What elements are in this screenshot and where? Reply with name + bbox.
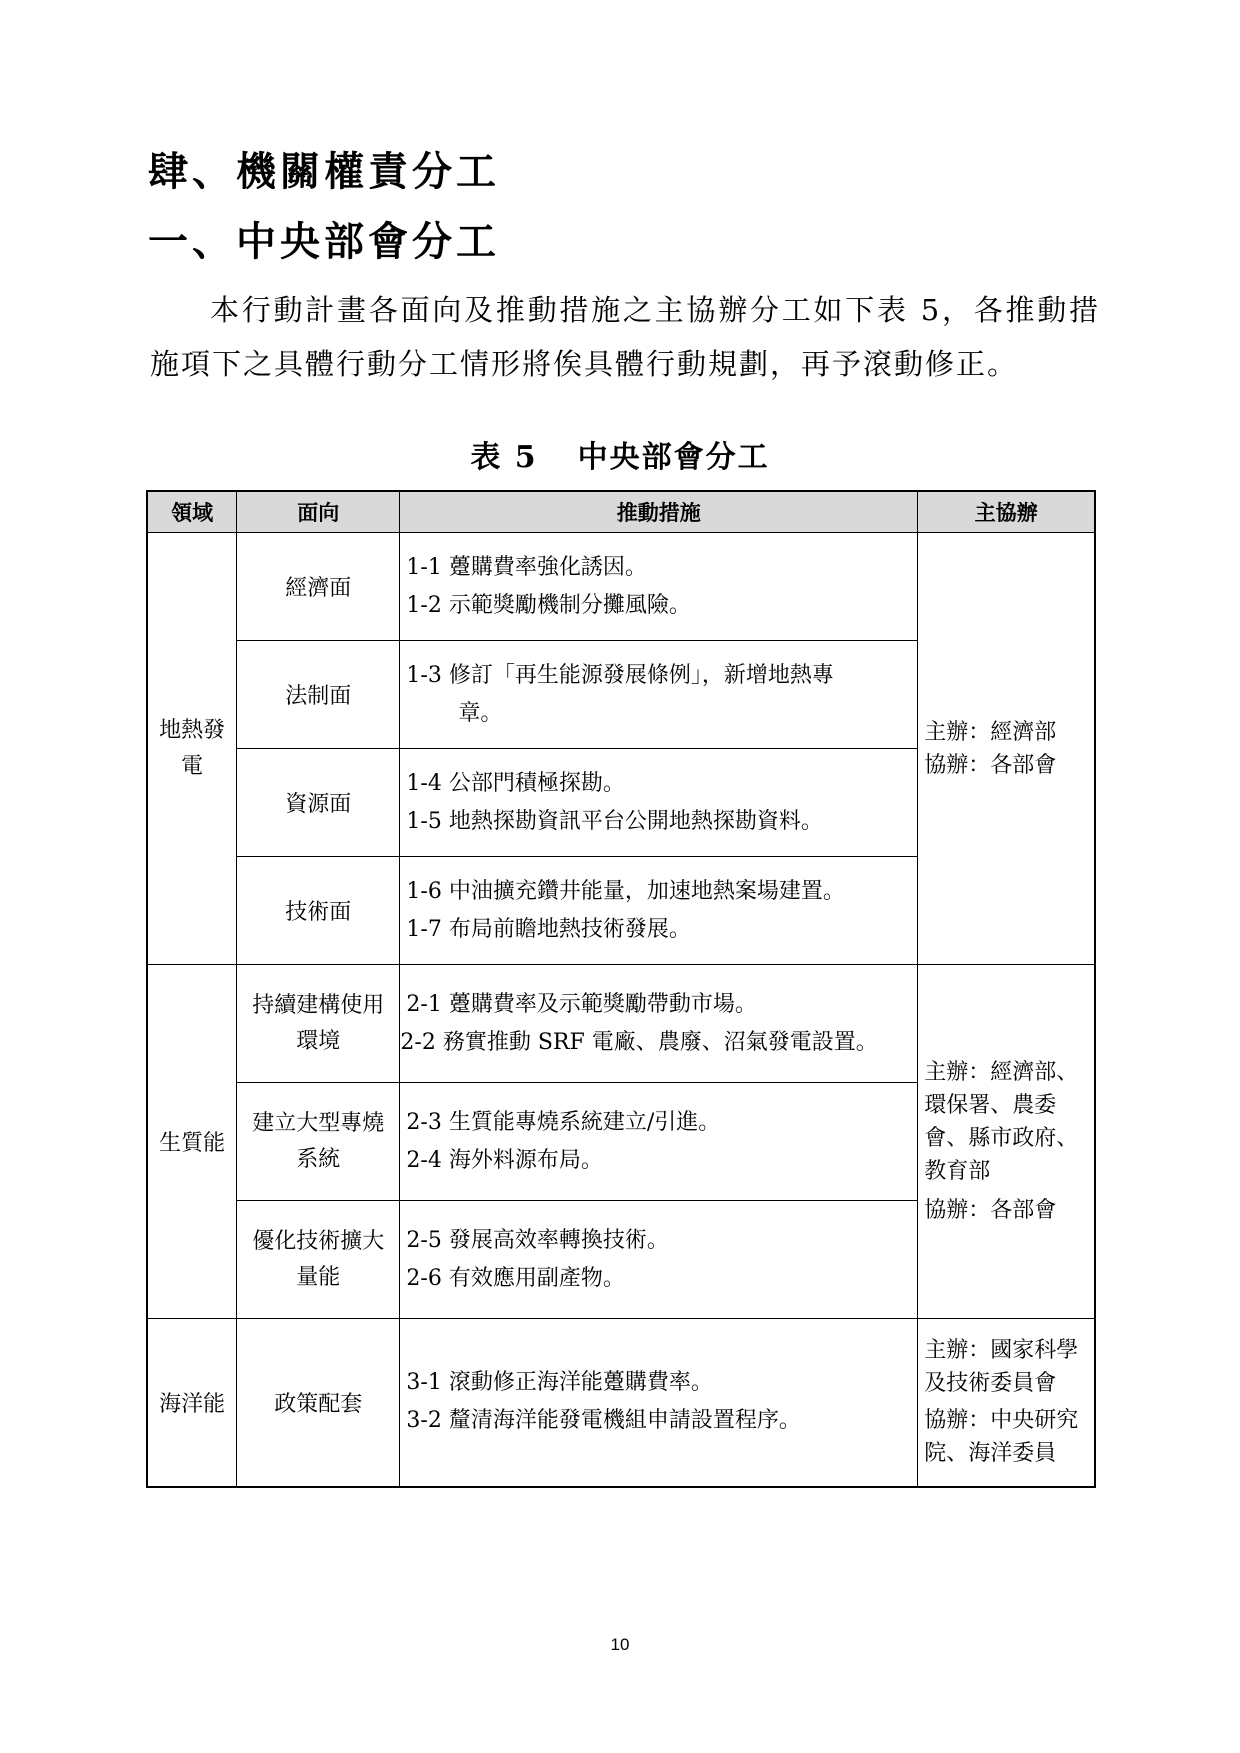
section-heading: 肆、機關權責分工 xyxy=(148,149,500,195)
division-table xyxy=(146,490,1096,1488)
domain-cell-ocean: 海洋能 xyxy=(147,1319,237,1487)
header-measures: 推動措施 xyxy=(400,491,918,533)
measure-item: 1-7 布局前瞻地熱技術發展。 xyxy=(406,916,691,942)
measures-cell xyxy=(400,965,918,1083)
measure-item: 章。 xyxy=(458,700,503,726)
measure-item: 1-3 修訂「再生能源發展條例」，新增地熱專 xyxy=(406,662,834,688)
aspect-cell: 持續建構使用環境 xyxy=(237,965,400,1083)
measure-item: 3-2 釐清海洋能發電機組申請設置程序。 xyxy=(406,1408,801,1434)
aspect-cell: 建立大型專燒系統 xyxy=(237,1083,400,1201)
measure-item: 2-3 生質能專燒系統建立/引進。 xyxy=(406,1109,721,1135)
measure-item: 1-6 中油擴充鑽井能量，加速地熱案場建置。 xyxy=(406,878,845,904)
table-header-row xyxy=(147,491,1095,533)
measure-item: 1-1 躉購費率強化誘因。 xyxy=(406,554,647,580)
owner-text: 主辦：經濟部、環保署、農委會、縣市政府、教育部 xyxy=(924,1060,1079,1184)
header-aspect: 面向 xyxy=(237,491,400,533)
measures-cell xyxy=(400,1201,918,1319)
co-organizer-text: 協辦：中央研究院、海洋委員 xyxy=(924,1408,1079,1467)
co-organizer-text: 協辦：各部會 xyxy=(924,1198,1057,1223)
measures-cell xyxy=(400,749,918,857)
aspect-cell: 經濟面 xyxy=(237,533,400,641)
owner-text: 主辦：國家科學及技術委員會 xyxy=(924,1338,1079,1397)
measure-item: 1-2 示範獎勵機制分攤風險。 xyxy=(406,592,691,618)
measure-item: 3-1 滾動修正海洋能躉購費率。 xyxy=(406,1370,713,1396)
measure-item: 2-5 發展高效率轉換技術。 xyxy=(406,1227,669,1253)
measure-item: 2-2 務實推動 SRF 電廠、農廢、沼氣發電設置。 xyxy=(400,1029,878,1055)
aspect-cell: 資源面 xyxy=(237,749,400,857)
co-organizer-text: 協辦：各部會 xyxy=(924,752,1057,778)
measure-item: 1-4 公部門積極探勘。 xyxy=(406,770,625,796)
table-caption-title: 中央部會分工 xyxy=(577,440,770,475)
responsible-cell-geothermal xyxy=(918,533,1095,965)
measures-cell xyxy=(400,1083,918,1201)
domain-cell-biomass: 生質能 xyxy=(147,965,237,1319)
table-caption xyxy=(0,432,1240,476)
header-domain: 領域 xyxy=(147,491,237,533)
aspect-cell: 法制面 xyxy=(237,641,400,749)
subsection-heading: 一、中央部會分工 xyxy=(148,219,500,265)
measure-item: 1-5 地熱探勘資訊平台公開地熱探勘資料。 xyxy=(406,808,823,834)
domain-cell-geothermal: 地熱發電 xyxy=(147,533,237,965)
page-number: 10 xyxy=(610,1635,630,1654)
measures-cell xyxy=(400,641,918,749)
measures-cell xyxy=(400,533,918,641)
table-row xyxy=(147,533,1095,641)
table-caption-number: 表 5 xyxy=(470,440,538,475)
intro-paragraph: 本行動計畫各面向及推動措施之主協辦分工如下表 5，各推動措施項下之具體行動分工情形將俟具體行動規劃，再予滾動修正。 xyxy=(150,293,1100,381)
responsible-cell-ocean xyxy=(918,1319,1095,1487)
measure-item: 2-1 躉購費率及示範獎勵帶動市場。 xyxy=(406,991,757,1017)
measure-item: 2-4 海外料源布局。 xyxy=(406,1147,603,1173)
aspect-cell: 技術面 xyxy=(237,857,400,965)
table-row xyxy=(147,1319,1095,1487)
aspect-cell: 優化技術擴大量能 xyxy=(237,1201,400,1319)
owner-text: 主辦：經濟部 xyxy=(924,719,1057,745)
measures-cell xyxy=(400,1319,918,1487)
header-responsible: 主協辦 xyxy=(918,491,1095,533)
responsible-cell-biomass xyxy=(918,965,1095,1319)
aspect-cell: 政策配套 xyxy=(237,1319,400,1487)
measure-item: 2-6 有效應用副產物。 xyxy=(406,1265,625,1291)
measures-cell xyxy=(400,857,918,965)
table-row xyxy=(147,965,1095,1083)
